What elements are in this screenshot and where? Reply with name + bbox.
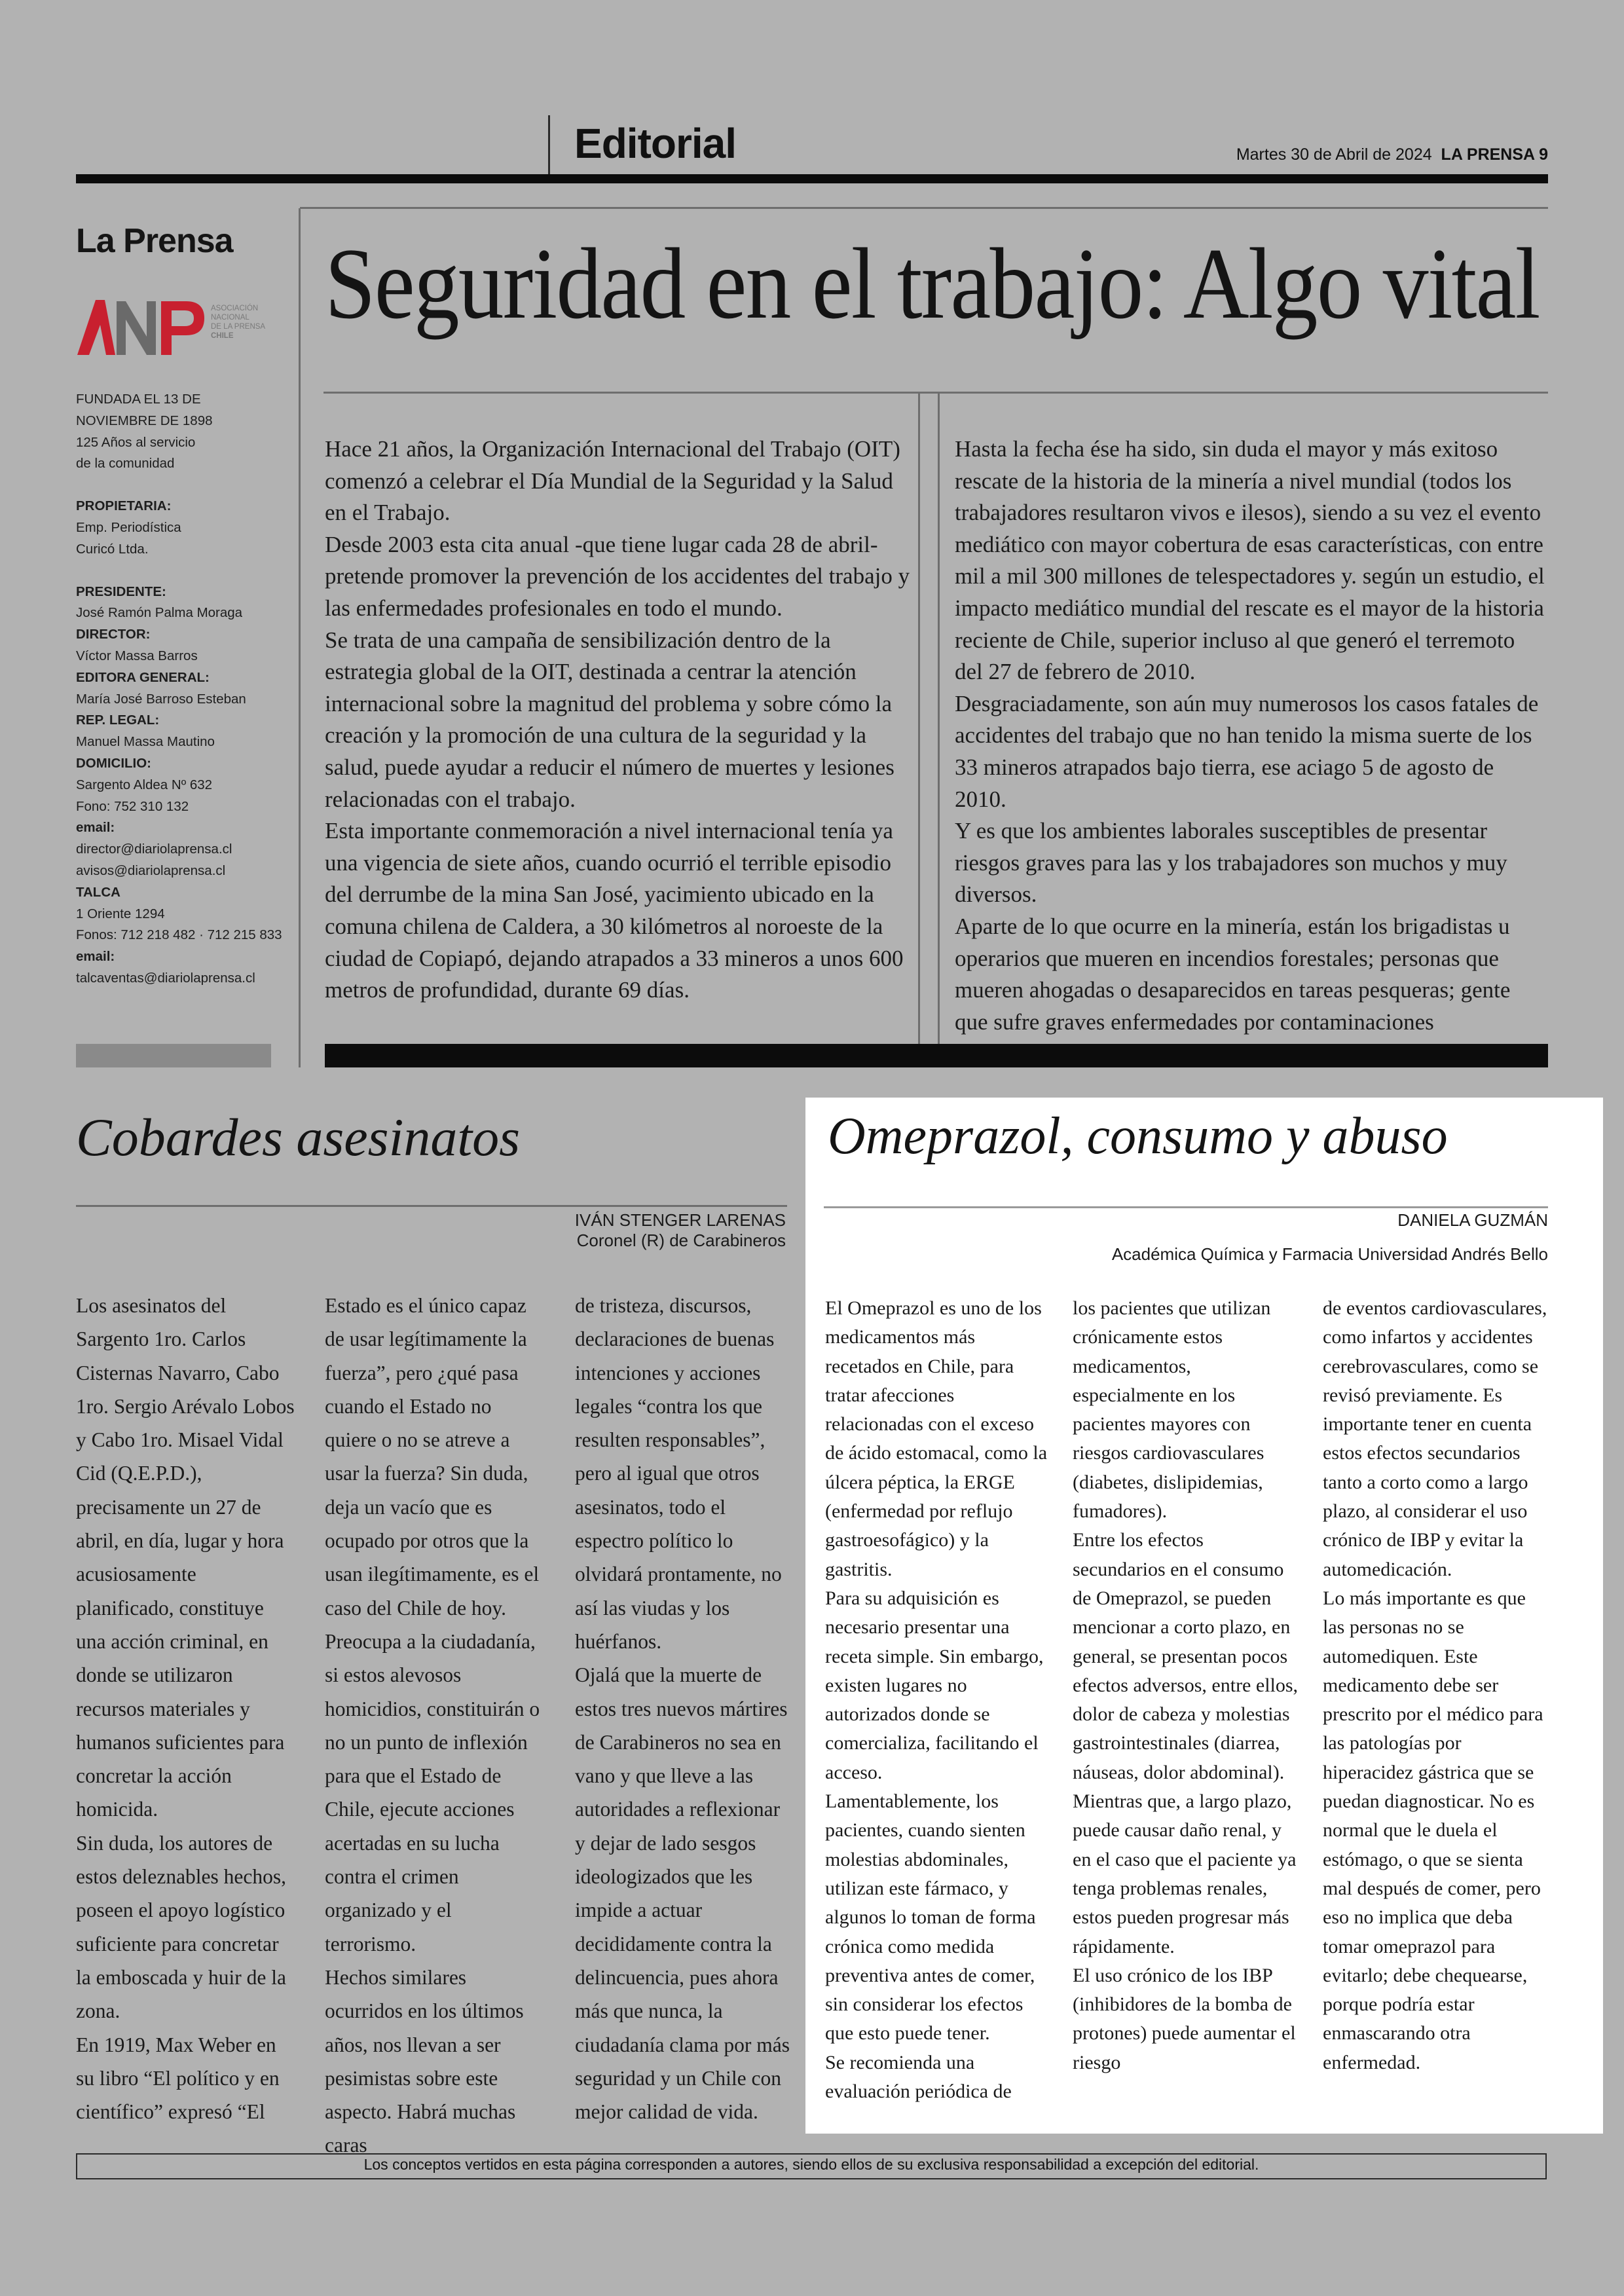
column-rule <box>918 393 920 1045</box>
editorial-paragraph: Desgraciadamente, son aún muy numerosos los casos fatales de accidentes del trabajo que no han tenido la misma suerte de los 33 mineros atrapados bajo tierra, ese aciago 5 de agosto de 2010. <box>955 690 1539 812</box>
header-page-number: LA PRENSA 9 <box>1441 145 1548 164</box>
address-heading: DOMICILIO: <box>76 755 152 771</box>
left-article-author: IVÁN STENGER LARENAS <box>574 1210 786 1230</box>
article-paragraph: El uso crónico de los IBP (inhibidores de la bomba de protones) puede aumentar el riesgo <box>1073 1964 1296 2073</box>
right-article-column-1 <box>825 1294 1052 2106</box>
left-article-column-3 <box>575 1289 795 2128</box>
staff-name: María José Barroso Esteban <box>76 691 246 707</box>
founded-line: 125 Años al servicio <box>76 434 196 450</box>
anp-logo-caption-3: DE LA PRENSA <box>211 323 266 331</box>
right-article-rule <box>824 1206 1548 1208</box>
editorial-title: Seguridad en el trabajo: Algo vital <box>325 227 1540 340</box>
address: Sargento Aldea Nº 632 <box>76 777 213 792</box>
branch-address: 1 Oriente 1294 <box>76 906 165 921</box>
anp-logo-mark <box>77 300 204 355</box>
left-article-title: Cobardes asesinatos <box>76 1107 521 1167</box>
editorial-bottom-bar <box>325 1044 1548 1067</box>
editorial-paragraph: Hasta la fecha ése ha sido, sin duda el mayor y más exitoso rescate de la historia de la minería a nivel mundial (todos los trabajadores resultaron vivos e ilesos), siendo a su vez el evento mediático con mayor cobertura de esas características, con entre mil a mil 300 millones de telespectadores y. según un estudio, el impacto mediático mundial del rescate es el mayor de la historia reciente de Chile, superior incluso al que generó el terremoto del 27 de febrero de 2010. <box>955 436 1545 685</box>
editorial-paragraph: Desde 2003 esta cita anual -que tiene lugar cada 28 de abril- pretende promover la prevención de los accidentes del trabajo y las enfermedades profesionales en todo el mundo. <box>325 531 910 621</box>
staff-name: José Ramón Palma Moraga <box>76 605 243 621</box>
branch-heading: TALCA <box>76 884 120 900</box>
article-paragraph: Para su adquisición es necesario presentar una receta simple. Sin embargo, existen lugares no autorizados donde se comercializa, facilitando el acceso. <box>825 1587 1044 1783</box>
sidebar-rule <box>299 208 301 1067</box>
right-article-author: DANIELA GUZMÁN <box>1397 1210 1548 1230</box>
left-article-column-2 <box>325 1289 545 2162</box>
email-heading: email: <box>76 820 115 836</box>
staff-role: DIRECTOR: <box>76 627 151 642</box>
article-paragraph: Los asesinatos del Sargento 1ro. Carlos Cisternas Navarro, Cabo 1ro. Sergio Arévalo Lobos y Cabo 1ro. Misael Vidal Cid (Q.E.P.D.), precisamente un 27 de abril, en día, lugar y hora acusiosamente planificado, constituye una acción criminal, en donde se utilizaron recursos materiales y humanos suficientes para concretar la acción homicida. <box>76 1294 295 1821</box>
editorial-paragraph: Y es que los ambientes laborales susceptibles de presentar riesgos graves para las y los trabajadores son muchos y muy diversos. <box>955 818 1507 908</box>
phone: Fono: 752 310 132 <box>76 798 189 814</box>
branch-email: talcaventas@diariolaprensa.cl <box>76 970 255 986</box>
anp-logo-caption-2: NACIONAL <box>211 314 249 322</box>
founded-line: de la comunidad <box>76 456 175 472</box>
article-paragraph: de eventos cardiovasculares, como infartos y accidentes cerebrovasculares, como se revisó previamente. Es importante tener en cuenta estos efectos secundarios tanto a corto como a largo plazo, al considerar el uso crónico de IBP y evitar la automedicación. <box>1323 1297 1547 1580</box>
editorial-column-2 <box>955 434 1548 1070</box>
header-date: Martes 30 de Abril de 2024 <box>1236 145 1432 164</box>
editorial-paragraph: Hace 21 años, la Organización Internacional del Trabajo (OIT) comenzó a celebrar el Día Mundial de la Seguridad y la Salud en el Trabajo. <box>325 436 900 526</box>
sidebar-bar <box>76 1044 271 1067</box>
left-article-byline <box>575 1210 786 1251</box>
left-article-author-title: Coronel (R) de Carabineros <box>576 1231 786 1250</box>
right-article-title: Omeprazol, consumo y abuso <box>828 1107 1448 1165</box>
article-paragraph: El Omeprazol es uno de los medicamentos más recetados en Chile, para tratar afecciones relacionadas con el exceso de ácido estomacal, como la úlcera péptica, la ERGE (enfermedad por reflujo gastroesofágico) y la gastritis. <box>825 1297 1048 1580</box>
editorial-title-rule <box>323 392 1548 394</box>
owner-heading: PROPIETARIA: <box>76 498 172 514</box>
right-article-affiliation: Académica Química y Farmacia Universidad Andrés Bello <box>1111 1244 1548 1264</box>
header-thin-rule <box>300 207 1548 209</box>
header-date-line <box>1236 145 1548 164</box>
header-rule <box>76 174 1548 183</box>
branch-phones: Fonos: 712 218 482 · 712 215 833 <box>76 927 282 943</box>
footer-disclaimer: Los conceptos vertidos en esta página corresponden a autores, siendo ellos de su exclusiva responsabilidad a excepción del editorial. <box>363 2156 1259 2173</box>
article-paragraph: Ojalá que la muerte de estos tres nuevos mártires de Carabineros no sea en vano y que lleve a las autoridades a reflexionar y dejar de lado sesgos ideologizados que les impide a actuar decididamente contra la delincuencia, pues ahora más que nunca, la ciudadanía clama por más seguridad y un Chile con mejor calidad de vida. <box>575 1663 790 2124</box>
article-paragraph: los pacientes que utilizan crónicamente estos medicamentos, especialmente en los pacientes mayores con riesgos cardiovasculares (diabetes, dislipidemias, fumadores). <box>1073 1297 1271 1523</box>
founded-line: NOVIEMBRE DE 1898 <box>76 413 213 428</box>
article-paragraph: Lamentablemente, los pacientes, cuando sienten molestias abdominales, utilizan este fármaco, y algunos lo toman de forma crónica como medida preventiva antes de comer, sin considerar los efectos que esto puede tener. <box>825 1790 1036 2045</box>
owner-line: Curicó Ltda. <box>76 541 149 557</box>
header-divider <box>548 115 550 174</box>
branch-email-heading: email: <box>76 949 115 965</box>
article-paragraph: Se recomienda una evaluación periódica de <box>825 2051 1012 2103</box>
left-article-rule <box>76 1205 787 1207</box>
article-paragraph: Entre los efectos secundarios en el consumo de Omeprazol, se pueden mencionar a corto plazo, en general, se presentan pocos efectos adversos, entre ellos, dolor de cabeza y molestias gastrointestinales (diarrea, náuseas, dolor abdominal). Mientras que, a largo plazo, puede causar daño renal, y en el caso que el paciente ya tenga problemas renales, estos pueden progresar más rápidamente. <box>1073 1529 1299 1957</box>
founded-line: FUNDADA EL 13 DE <box>76 392 201 407</box>
editorial-paragraph: Esta importante conmemoración a nivel internacional tenía ya una vigencia de siete años, cuando ocurrió el terrible episodio del derrumbe de la mina San José, yacimiento ubicado en la comuna chilena de Caldera, a 30 kilómetros al noroeste de la ciudad de Copiapó, dejando atrapados a 33 mineros a unos 600 metros de profundidad, durante 69 días. <box>325 818 904 1003</box>
article-paragraph: Hechos similares ocurridos en los últimos años, nos llevan a ser pesimistas sobre este aspecto. Habrá muchas caras <box>325 1965 524 2157</box>
masthead-info <box>76 389 292 990</box>
article-paragraph: Preocupa a la ciudadanía, si estos alevosos homicidios, constituirán o no un punto de inflexión para que el Estado de Chile, ejecute acciones acertadas en su lucha contra el crimen organizado y el terrorismo. <box>325 1629 540 1955</box>
right-article-column-3 <box>1323 1294 1549 2077</box>
staff-name: Manuel Massa Mautino <box>76 734 215 750</box>
article-paragraph: Estado es el único capaz de usar legítimamente la fuerza”, pero ¿qué pasa cuando el Estado no quiere o no se atreve a usar la fuerza? Sin duda, deja un vacío que es ocupado por otros que la usan ilegítimamente, es el caso del Chile de hoy. <box>325 1294 540 1620</box>
editorial-paragraph: Aparte de lo que ocurre en la minería, están los brigadistas u operarios que mueren en incendios forestales; personas que mueren ahogadas o desaparecidos en tareas pesqueras; gente que sufre graves enfermedades por contaminaciones <box>955 913 1511 1035</box>
owner-line: Emp. Periodística <box>76 519 181 535</box>
section-label: Editorial <box>574 120 737 167</box>
article-paragraph: Sin duda, los autores de estos deleznables hechos, poseen el apoyo logístico suficiente para concretar la emboscada y huir de la zona. <box>76 1831 287 2023</box>
editorial-column-1 <box>325 434 912 1007</box>
column-rule <box>938 393 940 1045</box>
staff-role: EDITORA GENERAL: <box>76 669 210 685</box>
article-paragraph: de tristeza, discursos, declaraciones de buenas intenciones y acciones legales “contra los que resulten responsables”, pero al igual que otros asesinatos, todo el espectro político lo olvidará prontamente, no así las viudas y los huérfanos. <box>575 1294 782 1653</box>
staff-role: PRESIDENTE: <box>76 583 166 599</box>
masthead-name: La Prensa <box>76 222 233 260</box>
right-article-column-2 <box>1073 1294 1299 2077</box>
staff-name: Víctor Massa Barros <box>76 648 198 663</box>
anp-logo-caption-4: CHILE <box>211 332 234 340</box>
email-address: avisos@diariolaprensa.cl <box>76 862 226 878</box>
email-address: director@diariolaprensa.cl <box>76 842 232 857</box>
anp-logo-caption-1: ASOCIACIÓN <box>211 305 259 312</box>
article-paragraph: En 1919, Max Weber en su libro “El político y en científico” expresó “El <box>76 2033 280 2124</box>
staff-role: REP. LEGAL: <box>76 713 160 728</box>
article-paragraph: Lo más importante es que las personas no se automediquen. Este medicamento debe ser prescrito por el médico para las patologías por hiperacidez gástrica que se puedan diagnosticar. No es normal que le duela el estómago, o que se sienta mal después de comer, pero eso no implica que deba tomar omeprazol para evitarlo; debe chequearse, porque podría estar enmascarando otra enfermedad. <box>1323 1587 1543 2073</box>
anp-logo <box>76 296 272 359</box>
left-article-column-1 <box>76 1289 296 2128</box>
editorial-paragraph: Se trata de una campaña de sensibilización dentro de la estrategia global de la OIT, destinada a centrar la atención internacional sobre la magnitud del problema y sobre cómo la creación y la promoción de una cultura de la seguridad y la salud, puede ayudar a reducir el número de muertes y lesiones relacionadas con el trabajo. <box>325 627 895 812</box>
